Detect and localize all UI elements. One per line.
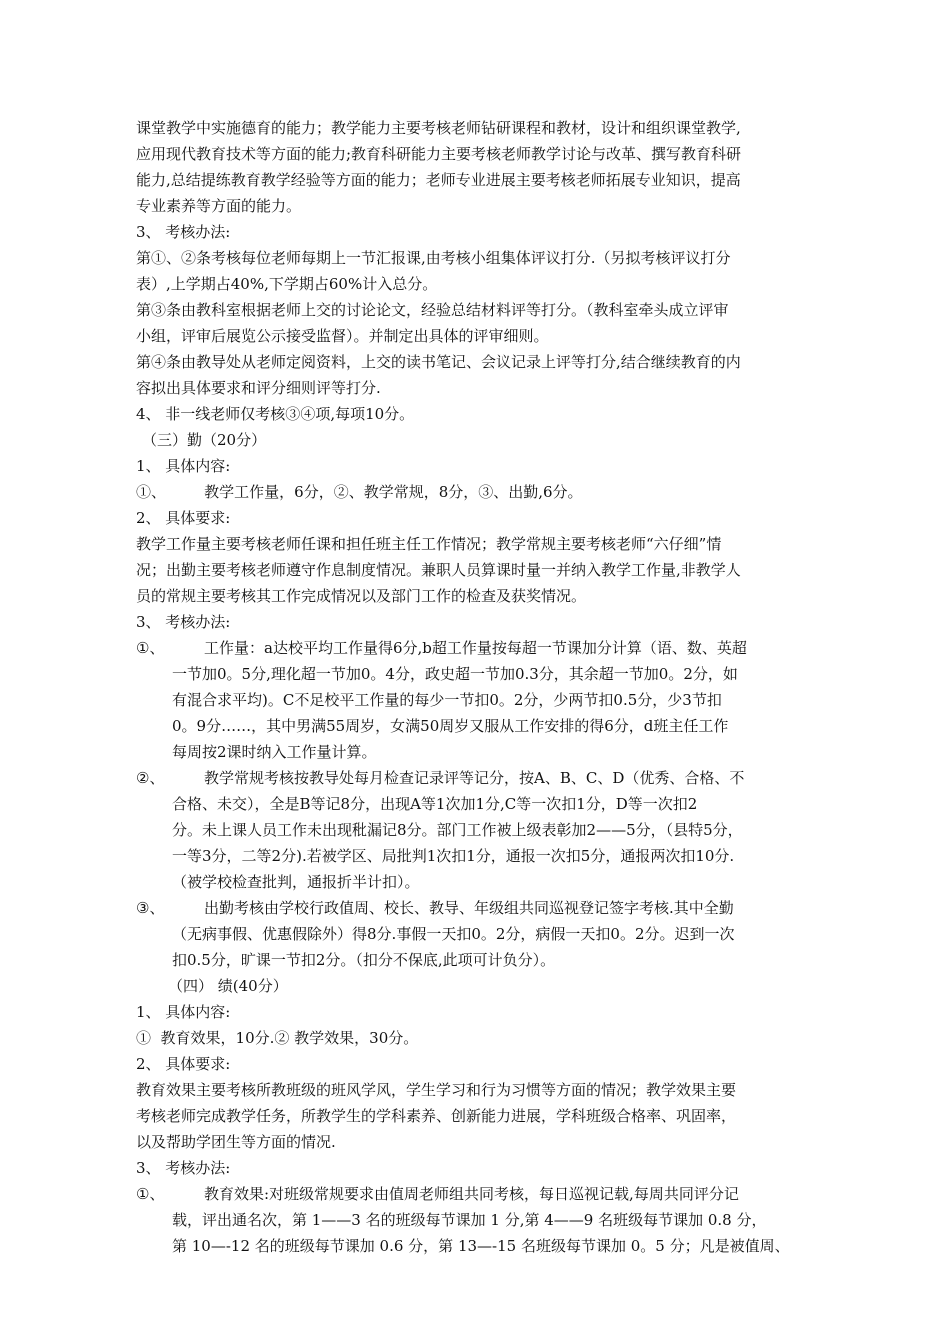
text-line: 能力,总结提练教育教学经验等方面的能力；老师专业进展主要考核老师拓展专业知识，提高 bbox=[136, 171, 741, 189]
text-line: 第 10—-12 名的班级每节课加 0.6 分，第 13—-15 名班级每节课加 0。5 分；凡是被值周、 bbox=[172, 1237, 790, 1255]
list-item-body bbox=[172, 765, 826, 895]
heading-method: 3、 考核办法: bbox=[136, 223, 231, 241]
text-line: 员的常规主要考核其工作完成情况以及部门工作的检查及获奖情况。 bbox=[136, 587, 587, 605]
document-page bbox=[136, 115, 826, 1259]
list-item-attendance bbox=[136, 895, 826, 973]
section-title-diligence: （三）勤（20分） bbox=[142, 431, 267, 449]
text-line: 容拟出具体要求和评分细则评等打分. bbox=[136, 379, 381, 397]
diligence-content: ①、 教学工作量，6分，②、教学常规，8分，③、出勤,6分。 bbox=[136, 483, 583, 501]
text-line: 有混合求平均)。C不足校平工作量的每少一节扣0。2分，少两节扣0.5分，少3节扣 bbox=[172, 691, 722, 709]
text-line: 一等3分，二等2分).若被学区、局批判1次扣1分，通报一次扣5分，通报两次扣10分. bbox=[172, 847, 735, 865]
list-item-body bbox=[172, 1181, 826, 1259]
list-marker: ③、 bbox=[136, 899, 165, 917]
text-line: 合格、未交），全是B等记8分，出现A等1次加1分,C等一次扣1分，D等一次扣2 bbox=[172, 795, 698, 813]
text-line: 第①、②条考核每位老师每期上一节汇报课,由考核小组集体评议打分.（另拟考核评议打分 bbox=[136, 249, 731, 267]
text-line: （被学校检查批判，通报折半计扣）。 bbox=[172, 873, 420, 891]
paragraph-non-teacher: 4、 非一线老师仅考核③④项,每项10分。 bbox=[136, 405, 415, 423]
text-line: 专业素养等方面的能力。 bbox=[136, 197, 302, 215]
paragraph-method-2 bbox=[136, 297, 826, 349]
list-item-body bbox=[172, 635, 826, 765]
text-line: 况；出勤主要考核老师遵守作息制度情况。兼职人员算课时量一并纳入教学工作量,非教学人 bbox=[136, 561, 741, 579]
list-marker: ①、 bbox=[136, 1185, 165, 1203]
list-marker: ②、 bbox=[136, 769, 165, 787]
text-line: 出勤考核由学校行政值周、校长、教导、年级组共同巡视登记签字考核.其中全勤 bbox=[204, 899, 734, 917]
paragraph-performance-requirements bbox=[136, 1077, 826, 1155]
heading-method: 3、 考核办法: bbox=[136, 1159, 231, 1177]
list-item-workload bbox=[136, 635, 826, 765]
heading-requirements: 2、 具体要求: bbox=[136, 509, 231, 527]
text-line: 每周按2课时纳入工作量计算。 bbox=[172, 743, 377, 761]
text-line: 应用现代教育技术等方面的能力;教育科研能力主要考核老师教学讨论与改革、撰写教育科研 bbox=[136, 145, 742, 163]
paragraph-abilities bbox=[136, 115, 826, 219]
text-line: 教学工作量主要考核老师任课和担任班主任工作情况；教学常规主要考核老师“六仔细”情 bbox=[136, 535, 722, 553]
paragraph-method-1 bbox=[136, 245, 826, 297]
text-line: （无病事假、优惠假除外）得8分.事假一天扣0。2分，病假一天扣0。2分。迟到一次 bbox=[172, 925, 735, 943]
text-line: 教学常规考核按教导处每月检查记录评等记分，按A、B、C、D（优秀、合格、不 bbox=[204, 769, 745, 787]
text-line: 以及帮助学团生等方面的情况. bbox=[136, 1133, 336, 1151]
heading-method: 3、 考核办法: bbox=[136, 613, 231, 631]
text-line: 教育效果:对班级常规要求由值周老师组共同考核，每日巡视记载,每周共同评分记 bbox=[204, 1185, 739, 1203]
text-line: 小组，评审后展览公示接受监督）。并制定出具体的评审细则。 bbox=[136, 327, 549, 345]
text-line: 一节加0。5分,理化超一节加0。4分，政史超一节加0.3分，其余超一节加0。2分，如 bbox=[172, 665, 738, 683]
text-line: 载，评出通名次，第 1——3 名的班级每节课加 1 分,第 4——9 名班级每节课加 0.8 分， bbox=[172, 1211, 767, 1229]
text-line: 课堂教学中实施德育的能力；教学能力主要考核老师钻研课程和教材，设计和组织课堂教学, bbox=[136, 119, 741, 137]
paragraph-diligence-requirements bbox=[136, 531, 826, 609]
performance-content: ① 教育效果，10分.② 教学效果，30分。 bbox=[136, 1029, 419, 1047]
section-title-performance: （四） 绩(40分） bbox=[168, 977, 288, 995]
list-item-routine bbox=[136, 765, 826, 895]
text-line: 0。9分……，其中男满55周岁，女满50周岁又服从工作安排的得6分，d班主任工作 bbox=[172, 717, 729, 735]
text-line: 考核老师完成教学任务，所教学生的学科素养、创新能力进展，学科班级合格率、巩固率， bbox=[136, 1107, 737, 1125]
heading-content: 1、 具体内容: bbox=[136, 457, 231, 475]
text-line: 扣0.5分，旷课一节扣2分。（扣分不保底,此项可计负分）。 bbox=[172, 951, 556, 969]
text-line: 第③条由教科室根据老师上交的讨论论文，经验总结材料评等打分。（教科室牵头成立评审 bbox=[136, 301, 729, 319]
list-item-education-effect bbox=[136, 1181, 826, 1259]
text-line: 第④条由教导处从老师定阅资料，上交的读书笔记、会议记录上评等打分,结合继续教育的内 bbox=[136, 353, 741, 371]
list-item-body bbox=[172, 895, 826, 973]
heading-content: 1、 具体内容: bbox=[136, 1003, 231, 1021]
text-line: 表）,上学期占40%,下学期占60%计入总分。 bbox=[136, 275, 438, 293]
text-line: 分。未上课人员工作未出现秕漏记8分。部门工作被上级表彰加2——5分，（县特5分， bbox=[172, 821, 743, 839]
heading-requirements: 2、 具体要求: bbox=[136, 1055, 231, 1073]
list-marker: ①、 bbox=[136, 639, 165, 657]
text-line: 教育效果主要考核所教班级的班风学风，学生学习和行为习惯等方面的情况；教学效果主要 bbox=[136, 1081, 737, 1099]
paragraph-method-3 bbox=[136, 349, 826, 401]
text-line: 工作量：a达校平均工作量得6分,b超工作量按每超一节课加分计算（语、数、英超 bbox=[204, 639, 747, 657]
